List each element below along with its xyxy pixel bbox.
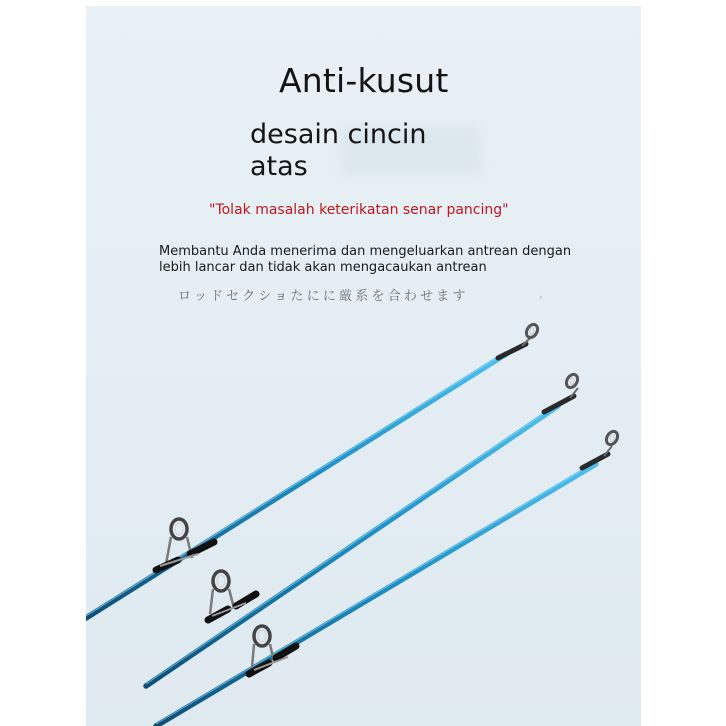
rod-3-tip-guide-icon (582, 429, 620, 468)
subtitle-line-2: atas (250, 151, 308, 182)
japanese-caption: ロッドセクショたにに厳系を合わせます (178, 289, 469, 304)
description-line-2: lebih lancar dan tidak akan mengacaukan antrean (159, 260, 487, 275)
product-image-panel (86, 6, 641, 726)
headline-title: Anti-kusut (279, 61, 449, 100)
description-line-1: Membantu Anda menerima dan mengeluarkan antrean dengan (159, 244, 572, 259)
fishing-rods-illustration (86, 6, 641, 726)
rod-3-line-guide-icon (249, 626, 296, 674)
rod-2-tip-guide-icon (544, 372, 580, 412)
rod-1-tip-guide-icon (498, 322, 540, 358)
red-quote-text: "Tolak masalah keterikatan senar pancing" (209, 202, 509, 218)
subtitle-line-1: desain cincin (250, 119, 427, 150)
fishing-rod-2 (146, 372, 580, 686)
fishing-rod-3 (156, 429, 620, 726)
rod-2-line-guide-icon (208, 571, 256, 620)
rod-1-line-guide-icon (156, 519, 214, 570)
decor-mark: › (539, 293, 543, 303)
